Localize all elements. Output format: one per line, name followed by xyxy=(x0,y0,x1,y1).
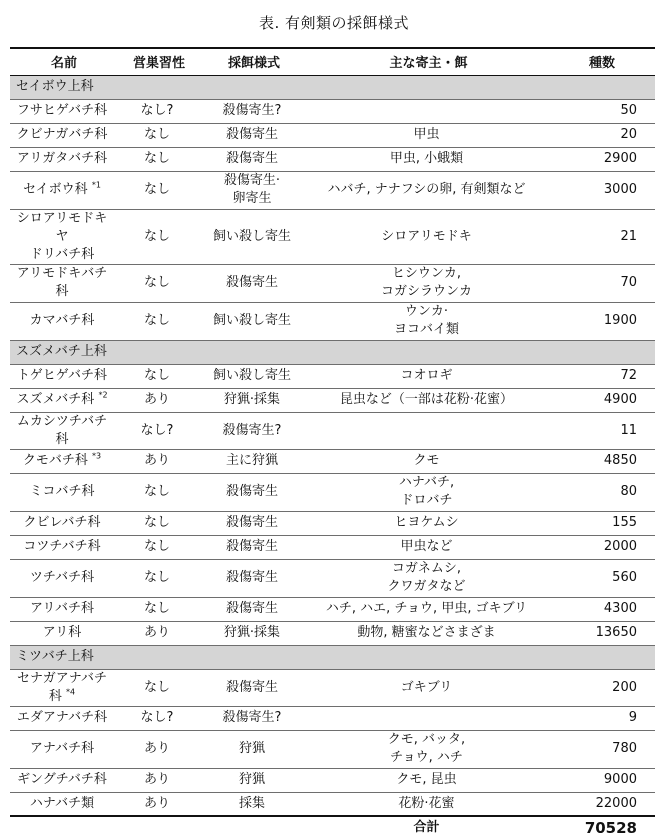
cell-host xyxy=(308,123,549,147)
cell-name xyxy=(10,147,118,171)
cell-nesting: なし xyxy=(118,364,200,388)
cell-nesting: なし xyxy=(118,473,200,511)
cell-text: ヒヨケムシ xyxy=(394,515,459,530)
cell-name xyxy=(10,768,118,792)
cell-style xyxy=(200,123,308,147)
table-row xyxy=(10,535,655,559)
cell-text: 殺傷寄生· xyxy=(223,173,281,188)
cell-text: 採集 xyxy=(238,795,265,811)
cell-text: 殺傷寄生 xyxy=(225,515,278,530)
cell-text: ハバチ, ナナフシの卵, 有剣類など xyxy=(327,182,526,197)
cell-style xyxy=(200,597,308,621)
cell-species: 1900 xyxy=(549,302,655,340)
cell-text: アリガタバチ科 xyxy=(16,151,108,166)
table-row xyxy=(10,792,655,816)
cell-style xyxy=(200,559,308,597)
cell-species: 50 xyxy=(549,99,655,123)
table-row xyxy=(10,123,655,147)
cell-species: 155 xyxy=(549,511,655,535)
cell-name xyxy=(10,559,118,597)
footnote-mark: *3 xyxy=(92,451,102,461)
cell-host xyxy=(308,511,549,535)
cell-host xyxy=(308,473,549,511)
cell-species: 20 xyxy=(549,123,655,147)
cell-text: 狩猟·採集 xyxy=(223,392,281,407)
table-row xyxy=(10,264,655,302)
table-row xyxy=(10,706,655,730)
cell-name xyxy=(10,388,118,412)
table-row xyxy=(10,412,655,449)
cell-nesting: あり xyxy=(118,730,200,768)
cell-species: 9000 xyxy=(549,768,655,792)
cell-nesting: あり xyxy=(118,792,200,816)
cell-text: クモ xyxy=(413,453,440,468)
cell-style xyxy=(200,792,308,816)
section-row xyxy=(10,75,655,99)
cell-text: コガシラウンカ xyxy=(380,284,472,299)
cell-text: クビナガバチ科 xyxy=(16,127,108,142)
table-body xyxy=(10,75,655,839)
cell-name xyxy=(10,792,118,816)
cell-host xyxy=(308,768,549,792)
cell-style xyxy=(200,730,308,768)
table-row xyxy=(10,473,655,511)
table-row xyxy=(10,171,655,209)
cell-style xyxy=(200,147,308,171)
cell-text: 殺傷寄生 xyxy=(225,679,278,695)
cell-style xyxy=(200,706,308,730)
cell-text: 甲虫など xyxy=(400,539,453,554)
table-row xyxy=(10,302,655,340)
cell-text: フサヒゲバチ科 xyxy=(16,103,108,118)
cell-text: 殺傷寄生? xyxy=(222,710,282,725)
cell-species: 70 xyxy=(549,264,655,302)
cell-style xyxy=(200,473,308,511)
cell-name xyxy=(10,412,118,449)
section-label: スズメバチ上科 xyxy=(10,340,655,364)
cell-species: 2900 xyxy=(549,147,655,171)
cell-text: ドロバチ xyxy=(400,493,453,508)
cell-host xyxy=(308,302,549,340)
table-row xyxy=(10,621,655,645)
cell-host xyxy=(308,706,549,730)
cell-text: ハチ, ハエ, チョウ, 甲虫, ゴキブリ xyxy=(325,601,528,616)
cell-host xyxy=(308,449,549,473)
cell-nesting: なし? xyxy=(118,412,200,449)
cell-text: ギングチバチ科 xyxy=(17,772,107,787)
table-row xyxy=(10,511,655,535)
cell-text: 殺傷寄生? xyxy=(222,103,282,118)
cell-species: 80 xyxy=(549,473,655,511)
header-species: 種数 xyxy=(549,48,655,75)
cell-name xyxy=(10,730,118,768)
cell-text: チョウ, ハチ xyxy=(390,750,463,765)
cell-name xyxy=(10,706,118,730)
cell-text: 狩猟 xyxy=(238,741,265,756)
section-label: ミツバチ上科 xyxy=(10,645,655,669)
table-row xyxy=(10,730,655,768)
table-row xyxy=(10,449,655,473)
cell-text: 殺傷寄生 xyxy=(225,484,278,499)
cell-host xyxy=(308,559,549,597)
cell-name xyxy=(10,123,118,147)
cell-text: 殺傷寄生? xyxy=(222,422,282,438)
cell-species: 21 xyxy=(549,209,655,264)
cell-name xyxy=(10,597,118,621)
cell-text: セイボウ科 xyxy=(23,182,88,197)
cell-name xyxy=(10,535,118,559)
cell-nesting: なし xyxy=(118,264,200,302)
cell-text: 殺傷寄生 xyxy=(225,570,278,585)
footnote-mark: *2 xyxy=(98,390,108,400)
cell-style xyxy=(200,621,308,645)
cell-style xyxy=(200,302,308,340)
cell-name xyxy=(10,171,118,209)
cell-text: クモ, 昆虫 xyxy=(396,772,457,787)
cell-nesting: あり xyxy=(118,768,200,792)
cell-style xyxy=(200,412,308,449)
cell-host xyxy=(308,171,549,209)
cell-species: 4300 xyxy=(549,597,655,621)
cell-text: 花粉·花蜜 xyxy=(398,795,455,811)
cell-host xyxy=(308,597,549,621)
cell-species: 780 xyxy=(549,730,655,768)
foraging-table xyxy=(10,47,655,839)
cell-name xyxy=(10,302,118,340)
cell-name xyxy=(10,473,118,511)
cell-text: 卵寄生 xyxy=(232,191,272,206)
header-style: 採餌様式 xyxy=(200,48,308,75)
cell-text: トゲヒゲバチ科 xyxy=(17,368,107,383)
cell-text: エダアナバチ科 xyxy=(16,710,108,725)
cell-nesting: なし xyxy=(118,511,200,535)
cell-host xyxy=(308,388,549,412)
cell-text: 殺傷寄生 xyxy=(225,275,278,290)
cell-text: 殺傷寄生 xyxy=(225,127,278,142)
cell-style xyxy=(200,449,308,473)
cell-nesting: なし xyxy=(118,147,200,171)
cell-text: アナバチ科 xyxy=(29,741,95,756)
cell-nesting: あり xyxy=(118,449,200,473)
total-value: 70528 xyxy=(549,816,655,839)
cell-text: コガネムシ, xyxy=(391,561,462,576)
total-label: 合計 xyxy=(308,816,549,839)
cell-style xyxy=(200,511,308,535)
cell-text: 殺傷寄生 xyxy=(225,601,278,616)
cell-nesting: なし xyxy=(118,597,200,621)
cell-text: クモ, バッタ, xyxy=(387,732,466,747)
cell-text: 飼い殺し寄生 xyxy=(212,313,291,328)
cell-style xyxy=(200,171,308,209)
cell-nesting: なし xyxy=(118,171,200,209)
cell-text: ハナバチ, xyxy=(398,475,455,490)
cell-style xyxy=(200,535,308,559)
cell-style xyxy=(200,209,308,264)
cell-name xyxy=(10,621,118,645)
section-row xyxy=(10,645,655,669)
header-name: 名前 xyxy=(10,48,118,75)
cell-text: スズメバチ科 xyxy=(16,392,95,407)
cell-host xyxy=(308,364,549,388)
cell-text: ヨコバイ類 xyxy=(393,322,459,337)
cell-species: 9 xyxy=(549,706,655,730)
cell-text: 甲虫, 小蛾類 xyxy=(389,151,464,166)
table-row xyxy=(10,147,655,171)
cell-text: セナガアナバチ科 xyxy=(17,670,107,704)
cell-text: ウンカ· xyxy=(404,304,449,319)
header-nesting: 営巣習性 xyxy=(118,48,200,75)
cell-text: 飼い殺し寄生 xyxy=(212,368,291,383)
cell-text: 昆虫など（一部は花粉·花蜜） xyxy=(339,392,514,407)
cell-name xyxy=(10,99,118,123)
table-row xyxy=(10,388,655,412)
table-row xyxy=(10,209,655,264)
header-row xyxy=(10,48,655,75)
cell-species: 11 xyxy=(549,412,655,449)
cell-nesting: なし xyxy=(118,209,200,264)
cell-text: ハナバチ類 xyxy=(29,795,95,811)
cell-host xyxy=(308,621,549,645)
table-title: 表. 有剣類の採餌様式 xyxy=(258,14,410,32)
header-host: 主な寄主・餌 xyxy=(308,48,549,75)
cell-text: 甲虫 xyxy=(413,127,440,142)
cell-host xyxy=(308,412,549,449)
cell-text: 狩猟 xyxy=(238,772,265,787)
cell-nesting: あり xyxy=(118,388,200,412)
cell-nesting: なし? xyxy=(118,706,200,730)
cell-name xyxy=(10,669,118,706)
cell-species: 2000 xyxy=(549,535,655,559)
table-row xyxy=(10,99,655,123)
cell-text: クワガタなど xyxy=(387,579,466,594)
section-row xyxy=(10,340,655,364)
cell-text: 主に狩猟 xyxy=(225,453,278,468)
cell-text: アリモドキバチ科 xyxy=(16,266,108,299)
cell-text: 殺傷寄生 xyxy=(225,539,278,554)
section-label: セイボウ上科 xyxy=(10,75,655,99)
cell-species: 22000 xyxy=(549,792,655,816)
cell-nesting: なし xyxy=(118,669,200,706)
cell-species: 4850 xyxy=(549,449,655,473)
cell-text: ツチバチ科 xyxy=(29,570,95,585)
cell-host xyxy=(308,209,549,264)
cell-host xyxy=(308,99,549,123)
cell-text: ドリバチ科 xyxy=(29,246,95,262)
cell-name xyxy=(10,511,118,535)
cell-species: 13650 xyxy=(549,621,655,645)
cell-host xyxy=(308,264,549,302)
cell-style xyxy=(200,768,308,792)
cell-nesting: なし xyxy=(118,123,200,147)
cell-text: カマバチ科 xyxy=(29,313,95,328)
cell-nesting: なし xyxy=(118,302,200,340)
cell-host xyxy=(308,730,549,768)
cell-nesting: なし? xyxy=(118,99,200,123)
cell-text: ゴキブリ xyxy=(400,679,453,695)
cell-host xyxy=(308,147,549,171)
total-row xyxy=(10,816,655,839)
cell-host xyxy=(308,535,549,559)
cell-text: 飼い殺し寄生 xyxy=(212,228,291,244)
cell-name xyxy=(10,209,118,264)
footnote-mark: *4 xyxy=(66,687,76,697)
cell-style xyxy=(200,388,308,412)
cell-species: 560 xyxy=(549,559,655,597)
cell-name xyxy=(10,449,118,473)
cell-nesting: なし xyxy=(118,559,200,597)
cell-species: 200 xyxy=(549,669,655,706)
cell-name xyxy=(10,364,118,388)
cell-style xyxy=(200,364,308,388)
cell-text: ミコバチ科 xyxy=(29,484,95,499)
cell-species: 4900 xyxy=(549,388,655,412)
table-row xyxy=(10,669,655,706)
footnote-mark: *1 xyxy=(91,180,101,190)
cell-nesting: あり xyxy=(118,621,200,645)
cell-text: アリバチ科 xyxy=(29,601,95,616)
cell-text: シロアリモドキ xyxy=(381,228,472,244)
cell-text: コツチバチ科 xyxy=(23,539,101,554)
cell-host xyxy=(308,792,549,816)
total-spacer xyxy=(10,816,308,839)
table-row xyxy=(10,364,655,388)
cell-text: ムカシツチバチ科 xyxy=(16,413,108,447)
cell-style xyxy=(200,99,308,123)
cell-text: シロアリモドキヤ xyxy=(16,210,108,244)
cell-species: 3000 xyxy=(549,171,655,209)
cell-style xyxy=(200,264,308,302)
table-row xyxy=(10,768,655,792)
cell-host xyxy=(308,669,549,706)
cell-text: 狩猟·採集 xyxy=(223,625,281,640)
cell-name xyxy=(10,264,118,302)
cell-text: クビレバチ科 xyxy=(23,515,101,530)
cell-text: クモバチ科 xyxy=(22,453,88,468)
table-row xyxy=(10,597,655,621)
cell-text: 殺傷寄生 xyxy=(225,151,278,166)
cell-text: 動物, 糖蜜などさまざま xyxy=(357,625,496,640)
table-row xyxy=(10,559,655,597)
cell-text: アリ科 xyxy=(42,625,82,640)
cell-text: ヒシウンカ, xyxy=(391,266,462,281)
cell-style xyxy=(200,669,308,706)
cell-text: コオロギ xyxy=(400,368,453,383)
cell-nesting: なし xyxy=(118,535,200,559)
cell-species: 72 xyxy=(549,364,655,388)
